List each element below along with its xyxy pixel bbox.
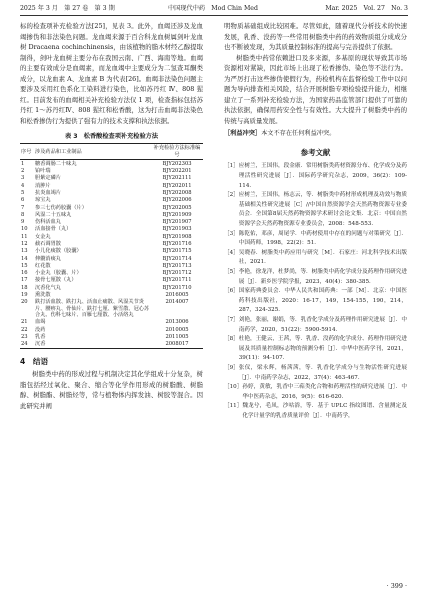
table-cell-item: 胆紫定磷片	[35, 175, 61, 182]
table-row	[20, 197, 203, 204]
table-cell-no: 8	[21, 211, 25, 218]
table-cell-no: 21	[21, 319, 28, 326]
table-cell-item: 接骨七厘散（丸）	[35, 277, 77, 284]
body-paragraph: 树脂类中药常依赖进口及多来源，多基原的现状导致其市场资源相对紧缺，因此市场上出现了松香掺伪、染色等不法行为。为严厉打击这些掺伪使假行为，药检机构在监督检验工作中以问题为导向排查相关风险，结合开展树脂专项检验提升能力，相继建立了一系列补充检验方法，为国家药品监管部门提供了可靠的执法依据，确保用药安全性与有效性。大大提升了树脂类中药的传统与高质量发展。	[224, 53, 407, 125]
col-header-code: 补充检验方法标准编号	[153, 145, 201, 158]
table-cell-item: 沉香	[35, 341, 46, 348]
right-paragraphs	[224, 21, 407, 126]
table-cell-no: 4	[21, 182, 25, 189]
table-row	[20, 219, 203, 226]
table-cell-item: 沉香化气丸	[35, 284, 61, 291]
table-cell-code: BJY201710	[162, 284, 192, 291]
table-cell-item: 跌打活血散、跌打丸、活血止痛散、风湿关节炎片、腰痹丸、骨仙片、跌打七厘、紫雪散、冠心苏合丸、伤科七味片、百雁七厘散、小活络丸	[35, 299, 150, 319]
table-cell-code: BJY202006	[162, 197, 192, 204]
table-cell-no: 14	[21, 255, 28, 262]
header-journal: 中国现代中药 Mod Chin Med	[168, 5, 258, 12]
reference-number: ［6］	[224, 288, 239, 295]
reference-number: ［10］	[224, 384, 243, 391]
reference-number: ［2］	[224, 192, 239, 199]
reference-number: ［3］	[224, 230, 239, 237]
reference-item	[224, 162, 407, 191]
table-cell-code: BJY202005	[162, 204, 192, 211]
table-cell-item: 参三七伤药胶囊（片）	[35, 204, 87, 211]
table-cell-item: 小金丸（胶囊、片）	[35, 270, 82, 277]
table-cell-no: 9	[21, 219, 25, 226]
table-row	[20, 255, 203, 262]
table-row	[20, 226, 203, 233]
table-row	[20, 334, 203, 341]
table-cell-no: 24	[21, 341, 28, 348]
table-row	[20, 182, 203, 189]
table-cell-item: 血竭	[35, 319, 46, 326]
table-cell-no: 20	[21, 299, 28, 306]
table-cell-no: 12	[21, 240, 28, 247]
interest-text: 本文不存在任何利益冲突。	[261, 130, 336, 138]
reference-item	[224, 249, 407, 268]
table-cell-code: BJY201907	[162, 219, 192, 226]
table-cell-no: 11	[21, 233, 28, 240]
reference-text: 应树兰，王国伟，段金廒．常用树脂类药材资源分布、化学成分及药理活性研究进展［J］．国际药学研究杂志，2009，36(2)：109-114．	[238, 163, 407, 189]
right-column	[224, 21, 407, 422]
table-row	[20, 241, 203, 248]
reference-text: 吴晓春．树脂类中药应用与研究［M］．石家庄：河北科学技术出版社，2021．	[238, 249, 407, 266]
table-cell-code: BJY201715	[162, 248, 192, 255]
table-header-row	[20, 144, 203, 160]
table-row	[20, 326, 203, 333]
header-date: Mar. 2025 Vol. 27 No. 3	[325, 5, 408, 12]
table-cell-code: 2016005	[165, 291, 189, 298]
reference-text: 国家药典委员会．中华人民共和国药典：一部［M］．北京：中国医药科技出版社，2020：16-17，149，154-155，190，214，287，324-325．	[238, 288, 407, 314]
reference-number: ［5］	[224, 269, 239, 275]
table-cell-no: 15	[21, 262, 28, 269]
table-cell-item: 伤科活血丸	[35, 219, 61, 226]
table-row	[20, 190, 203, 197]
body-paragraph: 标的检查项补充检验方法[25]，见表 3。此外，血竭还涉及龙血竭掺伪和非法染色问题。龙血竭来源于百合科龙血树属剑叶龙血树 Dracaena cochinchinensis，由该植物的脂木材经乙醇提取制得，剑叶龙血树主要分布在我国云南、广西、海南等地。血竭的主要有效成分是血竭素，而龙血竭中主要成分为二氢查耳酮类成分，以龙血素 A、龙血素 B 为代表[26]。血竭非法染色问题主要涉及采用红色系化工染料进行染色，比如苏丹红 Ⅳ、808 猩红。目前发布的血竭相关补充检验方法仅 1 项，检查指标包括苏丹红 1～苏丹红Ⅳ、808 猩红和松香酸，这为打击血竭非法染色和松香掺伪行为提供了强有力的技术支撑和执法依据。	[20, 22, 203, 125]
reference-number: ［4］	[224, 249, 239, 256]
conflict-of-interest	[224, 129, 407, 139]
table-cell-no: 1	[21, 160, 25, 167]
table-cell-no: 5	[21, 189, 25, 196]
table-cell-code: BJY201711	[162, 277, 192, 284]
table-cell-code: 2011005	[165, 334, 189, 341]
table-cell-code: BJY201712	[162, 270, 192, 277]
references-list	[224, 162, 407, 421]
table-cell-no: 17	[21, 277, 28, 284]
conclusion-paragraph: 树脂类中药的形成过程与机制决定其化学组成十分复杂，树脂包括经过氧化、聚合、缩合等化学作用形成的树脂酸、树脂醇、树脂酯、树脂烃等，常与植物体内挥发油、树胶等混合。因此研究并阐	[20, 370, 203, 410]
table-cell-item: 女金丸	[35, 233, 51, 240]
reference-text: 孙婷，黄敏，乳香中三萜类化合物和药理活性的研究进展［J］．中华中医药杂志，2016，9(5)：616-620．	[242, 384, 407, 400]
table-row	[20, 175, 203, 182]
header-issue: 2025 年 3 月 第 27 卷 第 3 期	[20, 5, 115, 12]
references-heading: 参考文献	[300, 148, 331, 158]
table-3	[20, 132, 203, 349]
table-row	[20, 284, 203, 291]
table-cell-item: 消肿片	[35, 182, 51, 189]
table-cell-code: BJY201716	[162, 240, 192, 247]
reference-item	[224, 383, 407, 402]
table-row	[20, 292, 203, 299]
table-cell-item: 活血接骨（丸）	[35, 226, 72, 233]
table-cell-no: 6	[21, 197, 25, 204]
table-cell-item: 糖香调肠二十味丸	[35, 160, 77, 167]
table-row	[20, 277, 203, 284]
table-cell-no: 16	[21, 270, 28, 277]
reference-text: 刘艳，张丽，谢娟，等．乳香化学成分及药理作用研究进展［J］．中南药学，2020，51(22)：5900-5914．	[238, 316, 407, 333]
table-row	[20, 299, 203, 319]
table-cell-item: 抗炎血竭片	[35, 189, 61, 196]
col-header-no: 序号	[21, 148, 32, 155]
table-cell-no: 23	[21, 334, 28, 341]
reference-item	[224, 364, 407, 383]
table-cell-code: 2014007	[165, 299, 189, 306]
reference-text: 李艳，徐龙洋，杜梦尚，等．树脂类中药化学成分及药理作用研究进展［J］．新乡医学院学报，2023，40(4)：380-385．	[238, 269, 407, 285]
reference-text: 陈乾佑，邓彦，周尾学．中药材使用中存在的问题与对策研究［J］．中国药师，1998，22(2)：51．	[238, 230, 407, 247]
table-row	[20, 204, 203, 211]
table-cell-code: BJY202111	[162, 175, 192, 182]
table-cell-item: 截石调胃散	[35, 240, 61, 247]
header-rule	[20, 15, 408, 16]
reference-number: ［9］	[224, 364, 239, 371]
col-header-item: 涉及药品和工业制品	[35, 148, 82, 155]
interest-label: ［利益冲突］	[224, 130, 262, 138]
table-cell-no: 18	[21, 284, 28, 291]
table-cell-item: 乳香	[35, 334, 46, 341]
reference-number: ［8］	[224, 336, 239, 343]
table-cell-code: 2010005	[165, 326, 189, 333]
table-row	[20, 211, 203, 218]
reference-item	[224, 402, 407, 421]
reference-item	[224, 230, 407, 249]
reference-text: 魏龙兮，毛凤，沙咕浴，等．基于 UPLC 指纹图谱、含量测定及化学计量学的乳香质量评价［J］．中南药学，	[242, 403, 407, 419]
table-cell-no: 7	[21, 204, 25, 211]
left-paragraphs	[20, 21, 203, 126]
table-row	[20, 160, 203, 168]
table-cell-item: 伸髓消痰丸	[35, 255, 61, 262]
table-cell-code: BJY201714	[162, 255, 192, 262]
reference-text: 张仪，梁永辉，杨茜茜，等．乳香化学成分与生物活性研究进展［J］．中南药学杂志，2022，37(4)：463-467．	[238, 364, 407, 381]
page-number: · 399 ·	[386, 582, 407, 590]
table-row	[20, 262, 203, 269]
table-cell-code: 2013006	[165, 319, 189, 326]
table-cell-code: 2008017	[165, 341, 189, 348]
body-paragraph: 明物质基础组成比较困难。尽管如此，随着现代分析技术的快速发展，乳香、没药等一些常用树脂类中药的药效物质组分成成分也不断被发现，为其质量控制标准的提高与完善提供了依据。	[224, 22, 407, 52]
table-cell-no: 2	[21, 168, 25, 175]
table-cell-code: BJY202011	[162, 182, 192, 189]
table-cell-code: BJY201908	[162, 233, 192, 240]
table-cell-no: 10	[21, 226, 28, 233]
reference-item	[224, 316, 407, 335]
table-cell-item: 红花散	[35, 262, 51, 269]
left-column	[20, 21, 203, 411]
reference-item	[224, 268, 407, 287]
table-row	[20, 168, 203, 175]
reference-number: ［1］	[224, 163, 239, 170]
table-cell-code: BJY202303	[162, 160, 192, 167]
table-cell-item: 琼宝丸	[35, 197, 51, 204]
table-row	[20, 319, 203, 326]
reference-item	[224, 191, 407, 229]
reference-item	[224, 287, 407, 316]
table-cell-no: 13	[21, 248, 28, 255]
table-row	[20, 341, 203, 349]
running-header	[0, 0, 427, 14]
reference-number: ［7］	[224, 316, 239, 323]
table-cell-item: 风湿二十五味丸	[35, 211, 72, 218]
table-cell-code: BJY201713	[162, 262, 192, 269]
reference-text: 应树兰，王国伟，杨志云，等．树脂类中药材形成机理及功效与物质基础相关性研究进展［C］//中国自然资源学会天然药物资源专业委员会．全国第8届天然药物资源学术研讨会论文集．北京：中国自然资源学会天然药物资源专业委员会，2008：548-553．	[238, 192, 407, 228]
reference-item	[224, 335, 407, 364]
table-cell-item: 没药	[35, 326, 46, 333]
table-cell-item: 熏洗散	[35, 291, 51, 298]
table-cell-code: BJY201909	[162, 211, 192, 218]
table-row	[20, 233, 203, 240]
table-row	[20, 248, 203, 255]
table-title: 表 3 松香酸检查项补充检验方法	[64, 133, 159, 141]
table-cell-item: 铂叶瑞	[35, 168, 51, 175]
table	[20, 143, 203, 349]
table-row	[20, 270, 203, 277]
reference-number: ［11］	[224, 403, 243, 410]
table-cell-no: 22	[21, 326, 28, 333]
table-cell-code: BJY201903	[162, 226, 192, 233]
reference-text: 杜艳，王健云，王茜，等．乳香、没药的化学成分、药理作用研究进展及其质量控制标志物的预测分析［J］．中华中医药学刊，2021，39(11)：94-107．	[238, 336, 407, 362]
table-cell-code: BJY202008	[162, 189, 192, 196]
table-cell-item: 小儿化痰散（胶囊）	[35, 248, 82, 255]
section-heading: 4 结语	[20, 357, 49, 367]
table-cell-no: 3	[21, 175, 25, 182]
table-cell-code: BJY202201	[162, 168, 192, 175]
table-body	[20, 160, 203, 349]
table-cell-no: 19	[21, 291, 28, 298]
